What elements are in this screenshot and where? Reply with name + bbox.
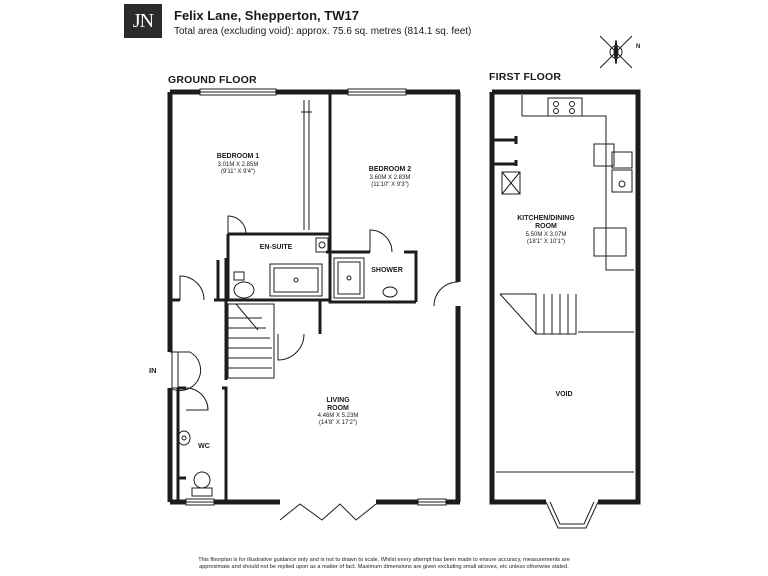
property-address: Felix Lane, Shepperton, TW17: [174, 8, 359, 23]
bedroom2-name: BEDROOM 2: [368, 166, 412, 173]
kitchen-dim-m: 5.50M X 3.07M: [525, 232, 567, 238]
ground-floor-label: GROUND FLOOR: [168, 74, 257, 86]
compass-label: N: [636, 44, 641, 50]
living-name: LIVING: [326, 397, 350, 404]
first-floor-stairs: [496, 294, 634, 472]
bedroom1-name: BEDROOM 1: [216, 153, 260, 160]
first-floor-walls: [492, 92, 638, 502]
first-floor-internal: [492, 136, 516, 166]
ensuite-name: EN-SUITE: [259, 244, 293, 251]
ground-floor-stairs: [228, 304, 274, 378]
first-floor-bay-window: [546, 502, 598, 528]
bedroom2-dim-m: 3.60M X 2.83M: [369, 175, 411, 181]
shower-name: SHOWER: [371, 267, 403, 274]
disclaimer-line2: approximate and should not be replied upon as a matter of fact. Maximum dimensions are given excluding small alcoves, etc unless otherwise stated.: [199, 564, 569, 570]
kitchen-dim-ft: (18'1" X 10'1"): [527, 239, 565, 245]
first-floor-label: FIRST FLOOR: [489, 71, 562, 83]
compass-rose: [600, 36, 632, 68]
disclaimer: [0, 557, 768, 571]
kitchen-name: KITCHEN/DINING: [517, 215, 575, 222]
disclaimer-line1: This floorplan is for illustrative guidance only and is not to drawn to scale. Whilst every attempt has been made to ensure accuracy, measurements are: [198, 557, 570, 563]
ground-floor-internal-walls: [170, 92, 416, 502]
living-dim-m: 4.46M X 5.23M: [317, 413, 359, 419]
living-name-line2: ROOM: [327, 405, 349, 412]
kitchen-name-line2: ROOM: [535, 223, 557, 230]
first-floor-kitchen: [502, 95, 634, 270]
bedroom1-dim-m: 3.01M X 2.85M: [217, 162, 259, 168]
ground-floor-fixtures: [178, 238, 397, 496]
void-name: VOID: [555, 391, 573, 398]
total-area: Total area (excluding void): approx. 75.6 sq. metres (814.1 sq. feet): [174, 26, 472, 37]
living-dim-ft: (14'8" X 17'2"): [319, 420, 357, 426]
bedroom1-dim-ft: (9'11" X 9'4"): [220, 169, 256, 175]
logo-text: JN: [132, 9, 154, 32]
wardrobe: [301, 100, 312, 230]
entrance-label: IN: [149, 366, 157, 375]
wc-name: WC: [198, 443, 210, 450]
bedroom2-dim-ft: (11'10" X 9'3"): [371, 182, 409, 188]
